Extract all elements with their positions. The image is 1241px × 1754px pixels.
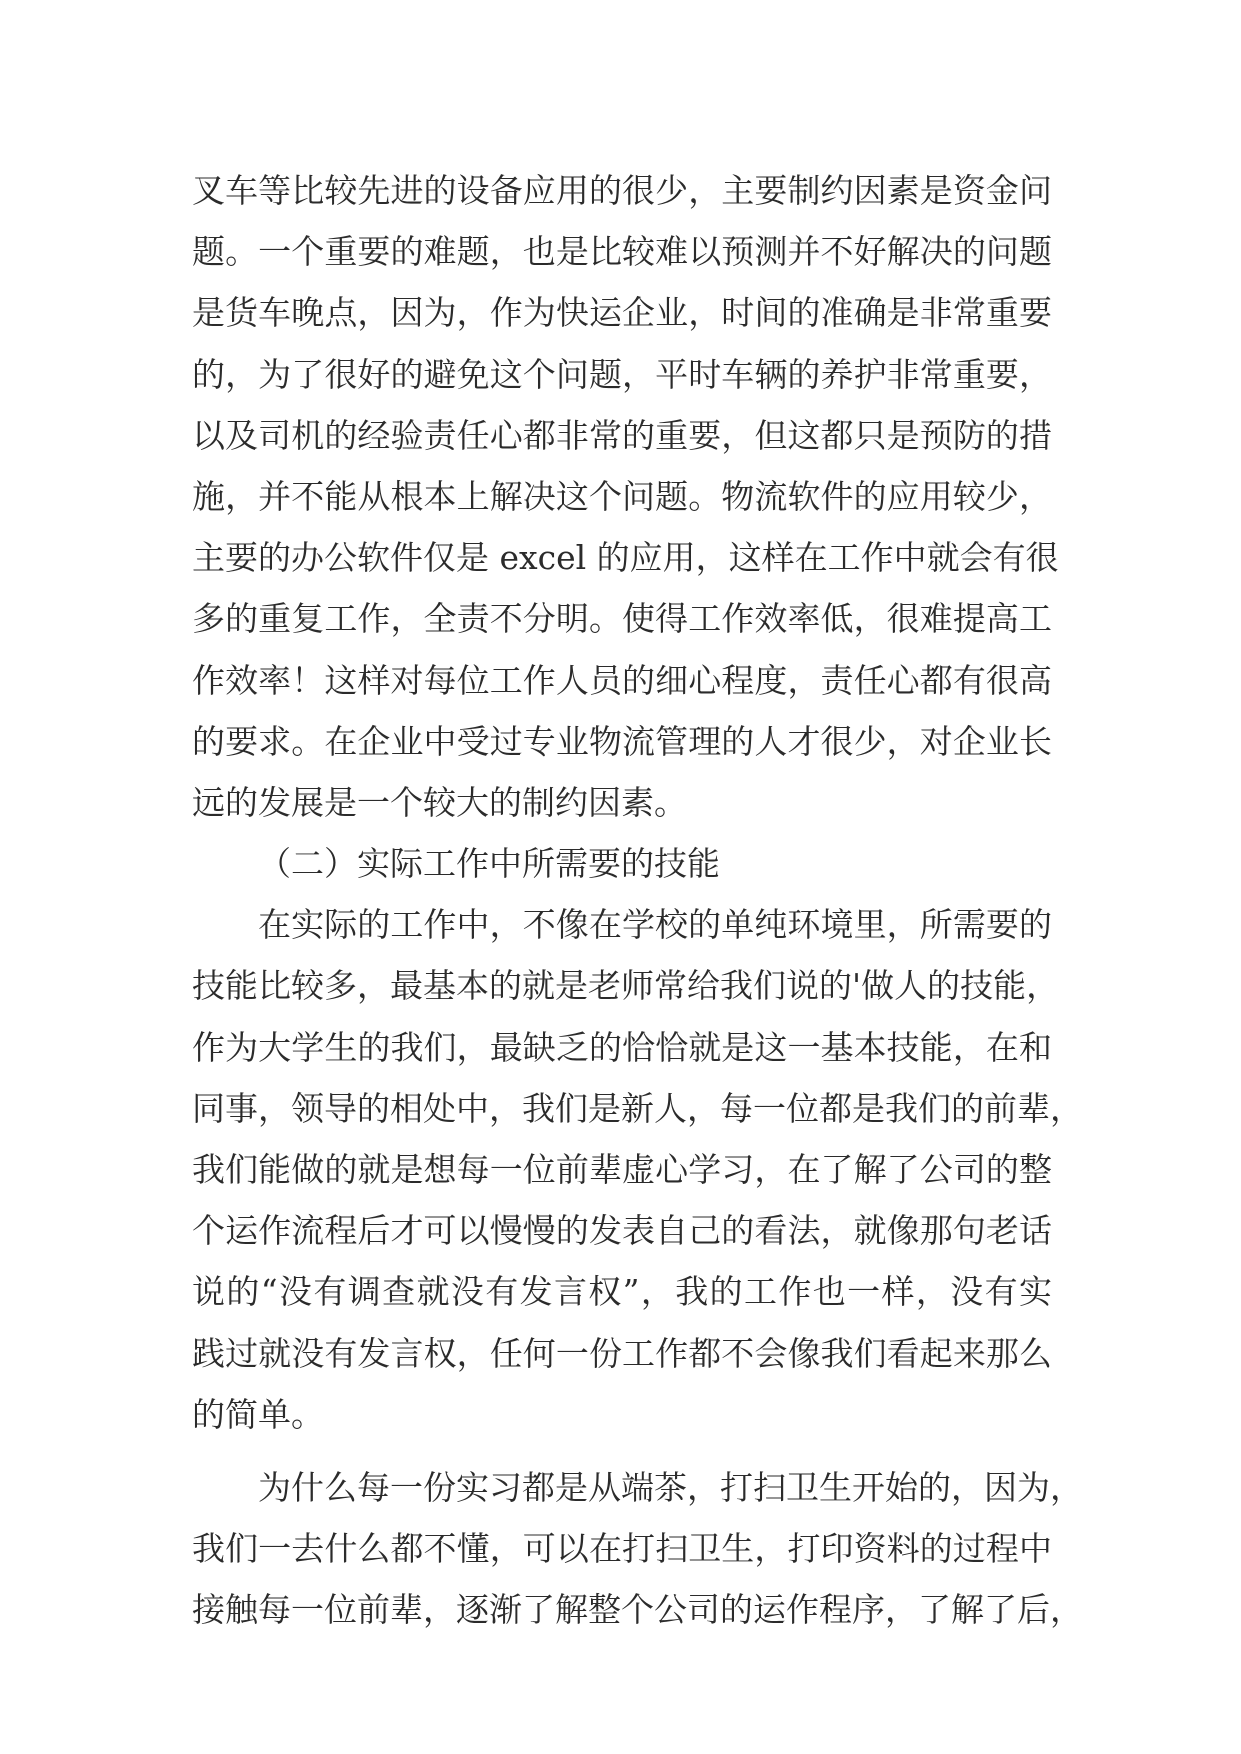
section-heading: [192, 833, 1052, 894]
text-line: 说的“没有调查就没有发言权”，我的工作也一样，没有实: [192, 1272, 1052, 1312]
text-line: 在实际的工作中，不像在学校的单纯环境里，所需要的: [258, 905, 1052, 945]
text-line: 以及司机的经验责任心都非常的重要，但这都只是预防的措: [192, 415, 1052, 455]
paragraph-3: [192, 1457, 1083, 1641]
text-line: 我们一去什么都不懂，可以在打扫卫生，打印资料的过程中: [192, 1529, 1052, 1569]
text-line: 同事，领导的相处中，我们是新人，每一位都是我们的前辈，: [192, 1088, 1083, 1128]
text-line: 作效率！这样对每位工作人员的细心程度，责任心都有很高: [192, 660, 1052, 700]
text-line: 的，为了很好的避免这个问题，平时车辆的养护非常重要，: [192, 354, 1052, 394]
text-line: 施，并不能从根本上解决这个问题。物流软件的应用较少，: [192, 476, 1052, 516]
text-line: 作为大学生的我们，最缺乏的恰恰就是这一基本技能，在和: [192, 1027, 1052, 1067]
document-body: [192, 160, 1083, 1641]
text-line: 的要求。在企业中受过专业物流管理的人才很少，对企业长: [192, 721, 1052, 761]
text-line: 的简单。: [192, 1394, 324, 1434]
text-line: 是货车晚点，因为，作为快运企业，时间的准确是非常重要: [192, 293, 1052, 333]
paragraph-spacer: [192, 1445, 1052, 1457]
text-line: 践过就没有发言权，任何一份工作都不会像我们看起来那么: [192, 1333, 1052, 1373]
text-line: 远的发展是一个较大的制约因素。: [192, 782, 687, 822]
text-line: 叉车等比较先进的设备应用的很少，主要制约因素是资金问: [192, 171, 1052, 210]
text-line: 题。一个重要的难题，也是比较难以预测并不好解决的问题: [192, 232, 1052, 272]
text-line: 多的重复工作，全责不分明。使得工作效率低，很难提高工: [192, 599, 1052, 639]
text-line: 个运作流程后才可以慢慢的发表自己的看法，就像那句老话: [192, 1211, 1052, 1251]
text-line: 技能比较多，最基本的就是老师常给我们说的'做人的技能，: [192, 966, 1060, 1006]
text-line: 主要的办公软件仅是 excel 的应用，这样在工作中就会有很: [192, 538, 1059, 578]
paragraph-2: [192, 894, 1083, 1445]
text-line: 接触每一位前辈，逐渐了解整个公司的运作程序，了解了后，: [192, 1590, 1083, 1630]
paragraph-1: [192, 160, 1059, 833]
section-heading-text: （二）实际工作中所需要的技能: [258, 844, 720, 884]
text-line: 为什么每一份实习都是从端茶，打扫卫生开始的，因为，: [258, 1467, 1083, 1507]
text-line: 我们能做的就是想每一位前辈虚心学习，在了解了公司的整: [192, 1150, 1052, 1189]
